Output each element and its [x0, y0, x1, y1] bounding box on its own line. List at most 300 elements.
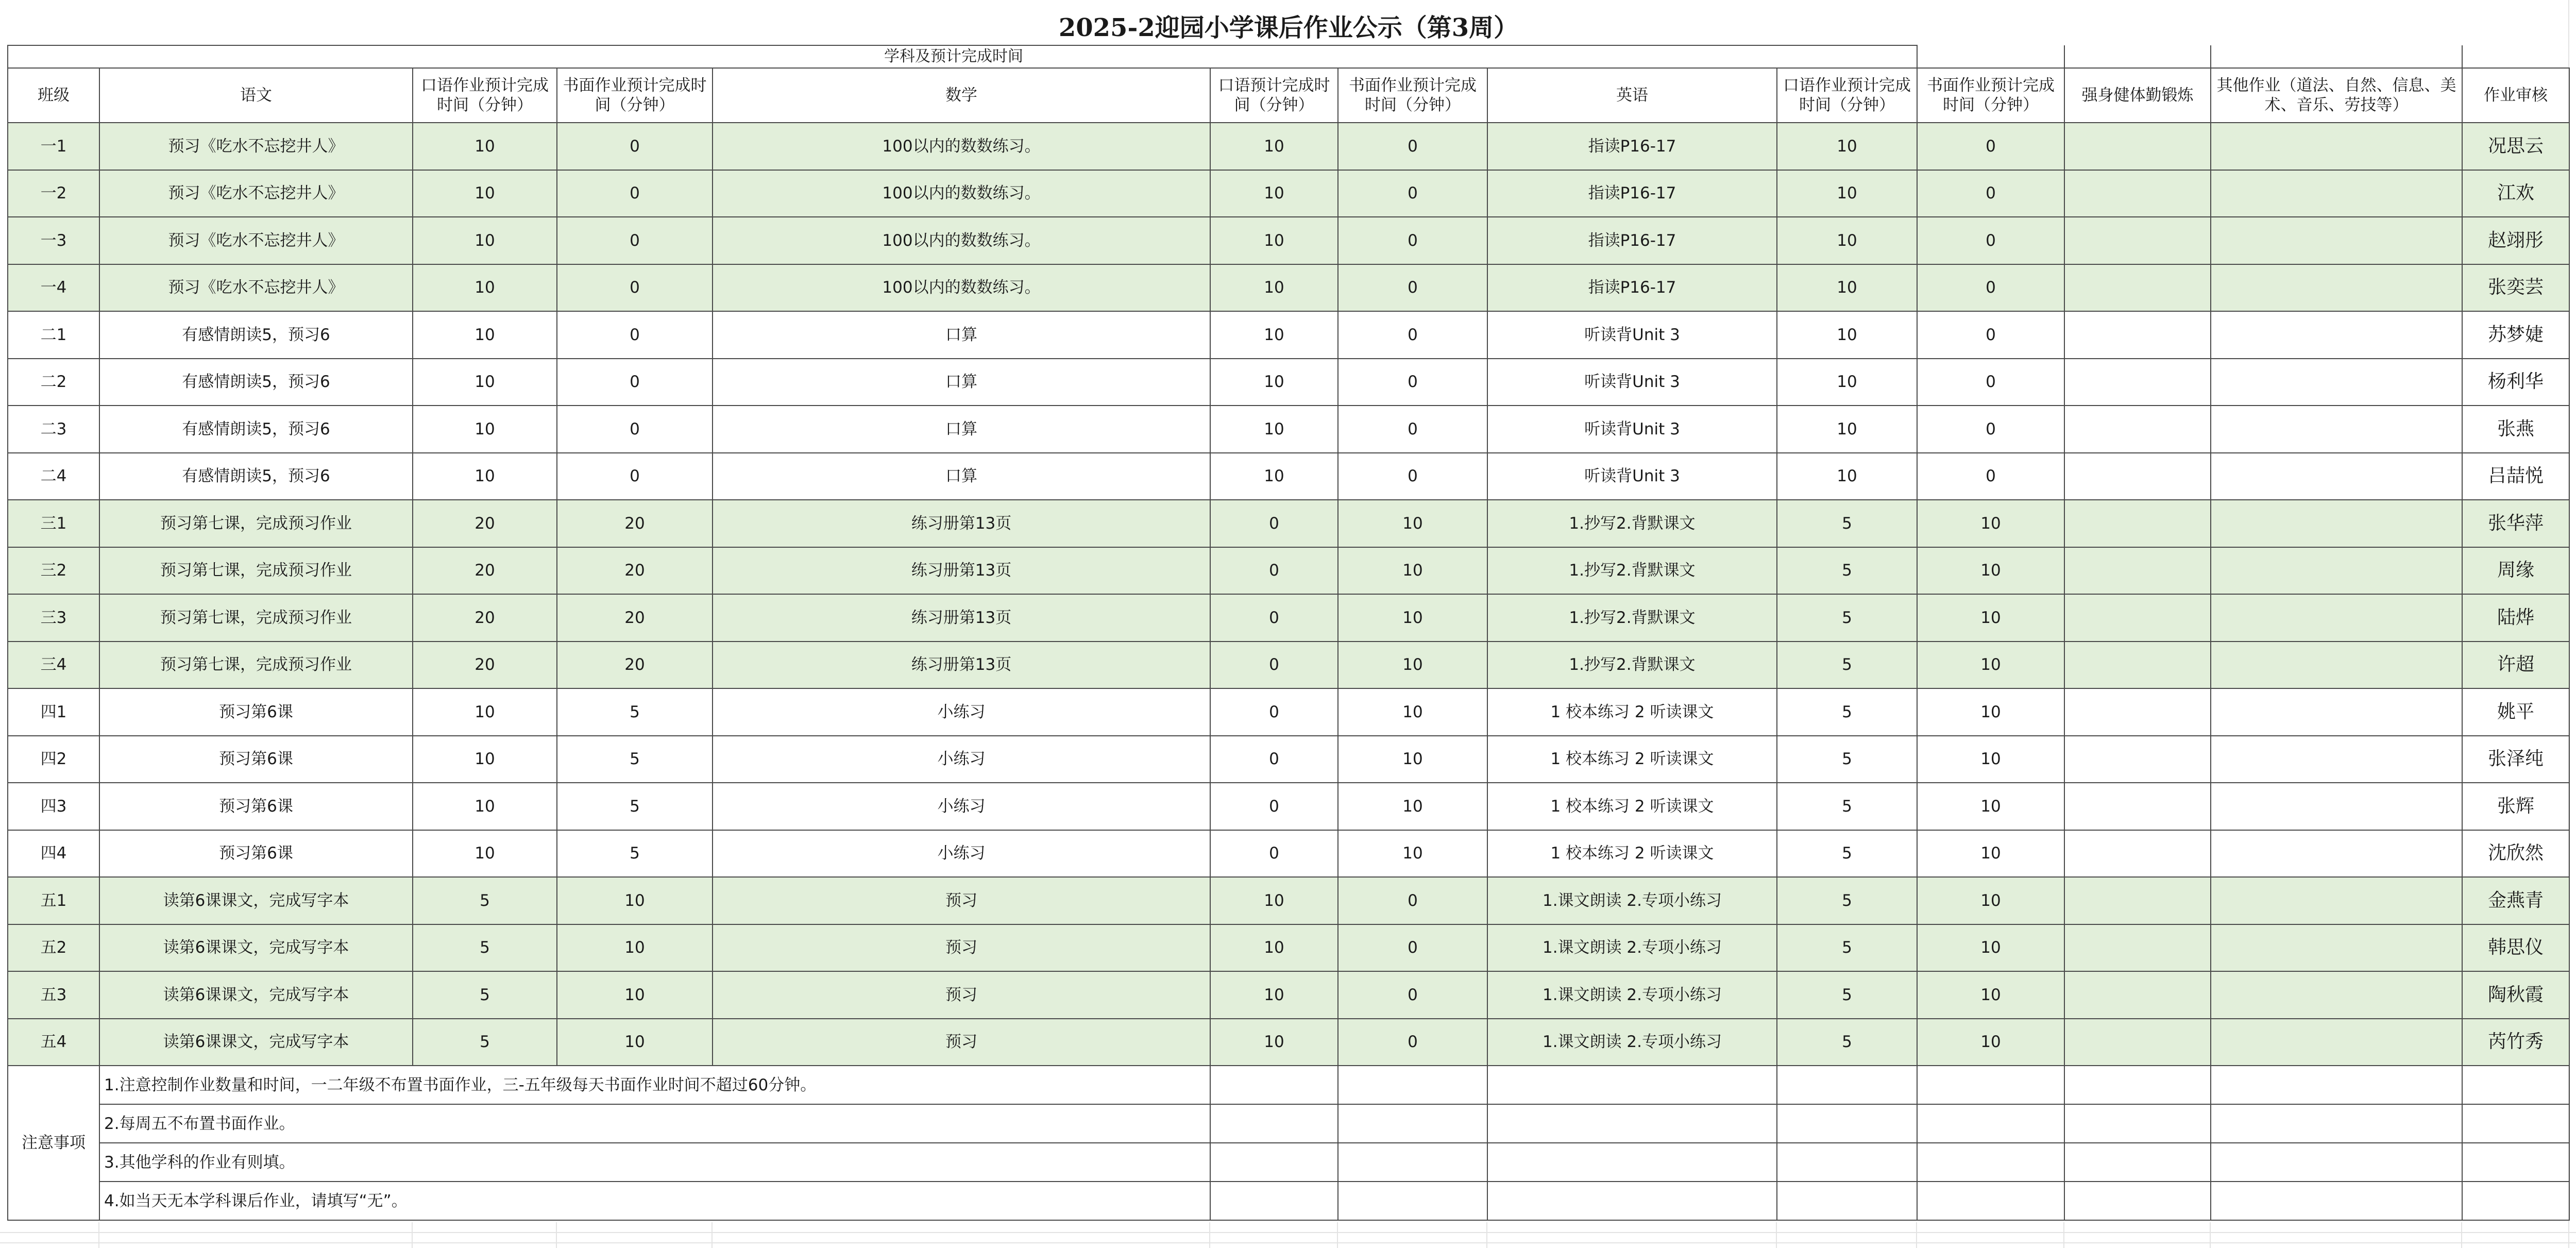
cell-english[interactable]: 1.课文朗读 2.专项小练习 [1487, 877, 1777, 924]
cell-math-written[interactable]: 0 [1338, 311, 1487, 359]
cell-english[interactable]: 听读背Unit 3 [1487, 359, 1777, 406]
cell-math-oral[interactable]: 10 [1210, 170, 1338, 217]
cell-class[interactable]: 五4 [8, 1019, 99, 1066]
cell-math-oral[interactable]: 10 [1210, 123, 1338, 170]
cell-math-oral[interactable]: 0 [1210, 642, 1338, 689]
empty-cell[interactable] [1777, 1143, 1917, 1182]
cell-math-written[interactable]: 10 [1338, 547, 1487, 595]
cell-reviewer[interactable]: 苏梦婕 [2462, 311, 2569, 359]
cell-reviewer[interactable]: 许超 [2462, 642, 2569, 689]
cell-exercise[interactable] [2064, 971, 2211, 1019]
cell-math-written[interactable]: 0 [1338, 217, 1487, 264]
cell-reviewer[interactable]: 沈欣然 [2462, 830, 2569, 878]
empty-cell[interactable] [1487, 1104, 1777, 1143]
cell-math-oral[interactable]: 10 [1210, 1019, 1338, 1066]
cell-chinese[interactable]: 有感情朗读5，预习6 [99, 406, 413, 453]
cell-english-written[interactable]: 0 [1917, 406, 2064, 453]
cell-math-written[interactable]: 0 [1338, 170, 1487, 217]
cell-english-written[interactable]: 10 [1917, 1019, 2064, 1066]
cell-chinese-oral[interactable]: 10 [413, 688, 557, 736]
cell-reviewer[interactable]: 江欢 [2462, 170, 2569, 217]
empty-cell[interactable] [2462, 1143, 2569, 1182]
cell-chinese[interactable]: 读第6课课文，完成写字本 [99, 877, 413, 924]
cell-chinese-oral[interactable]: 10 [413, 170, 557, 217]
cell-other[interactable] [2211, 642, 2462, 689]
cell-class[interactable]: 一1 [8, 123, 99, 170]
cell-english[interactable]: 1.抄写2.背默课文 [1487, 547, 1777, 595]
cell-chinese-written[interactable]: 10 [557, 924, 713, 972]
cell-reviewer[interactable]: 张燕 [2462, 406, 2569, 453]
cell-math-oral[interactable]: 10 [1210, 971, 1338, 1019]
cell-reviewer[interactable]: 张泽纯 [2462, 736, 2569, 783]
cell-english-written[interactable]: 10 [1917, 971, 2064, 1019]
cell-chinese[interactable]: 预习第七课，完成预习作业 [99, 642, 413, 689]
cell-class[interactable]: 三1 [8, 500, 99, 547]
cell-chinese[interactable]: 预习《吃水不忘挖井人》 [99, 170, 413, 217]
cell-chinese-written[interactable]: 5 [557, 830, 713, 878]
cell-chinese-written[interactable]: 5 [557, 736, 713, 783]
cell-chinese-oral[interactable]: 10 [413, 264, 557, 312]
cell-english-oral[interactable]: 5 [1777, 688, 1917, 736]
cell-chinese[interactable]: 预习《吃水不忘挖井人》 [99, 123, 413, 170]
empty-cell[interactable] [1210, 1104, 1338, 1143]
cell-english-written[interactable]: 10 [1917, 594, 2064, 642]
empty-cell[interactable] [1338, 1066, 1487, 1104]
cell-exercise[interactable] [2064, 123, 2211, 170]
empty-cell[interactable] [1917, 1182, 2064, 1220]
empty-cell[interactable] [1917, 1143, 2064, 1182]
empty-cell[interactable] [2462, 1066, 2569, 1104]
cell-english-oral[interactable]: 5 [1777, 924, 1917, 972]
cell-other[interactable] [2211, 500, 2462, 547]
cell-english-written[interactable]: 10 [1917, 642, 2064, 689]
empty-cell[interactable] [2064, 1143, 2211, 1182]
cell-exercise[interactable] [2064, 217, 2211, 264]
cell-english-oral[interactable]: 10 [1777, 453, 1917, 500]
empty-cell[interactable] [2211, 1182, 2462, 1220]
cell-math[interactable]: 练习册第13页 [713, 547, 1210, 595]
cell-math[interactable]: 小练习 [713, 830, 1210, 878]
cell-english-oral[interactable]: 5 [1777, 642, 1917, 689]
cell-chinese-oral[interactable]: 10 [413, 406, 557, 453]
cell-english-oral[interactable]: 10 [1777, 406, 1917, 453]
cell-exercise[interactable] [2064, 924, 2211, 972]
cell-class[interactable]: 四1 [8, 688, 99, 736]
cell-math-written[interactable]: 10 [1338, 594, 1487, 642]
cell-english[interactable]: 指读P16-17 [1487, 123, 1777, 170]
cell-class[interactable]: 五3 [8, 971, 99, 1019]
cell-other[interactable] [2211, 406, 2462, 453]
empty-cell[interactable] [1917, 1066, 2064, 1104]
cell-reviewer[interactable]: 芮竹秀 [2462, 1019, 2569, 1066]
cell-english-oral[interactable]: 5 [1777, 971, 1917, 1019]
cell-other[interactable] [2211, 688, 2462, 736]
cell-math[interactable]: 练习册第13页 [713, 642, 1210, 689]
cell-chinese-oral[interactable]: 10 [413, 736, 557, 783]
note-row [8, 1066, 2569, 1104]
cell-english[interactable]: 听读背Unit 3 [1487, 406, 1777, 453]
cell-english-oral[interactable]: 10 [1777, 217, 1917, 264]
cell-math[interactable]: 100以内的数数练习。 [713, 217, 1210, 264]
cell-chinese[interactable]: 有感情朗读5，预习6 [99, 359, 413, 406]
cell-english-written[interactable]: 10 [1917, 500, 2064, 547]
cell-english-written[interactable]: 10 [1917, 924, 2064, 972]
cell-exercise[interactable] [2064, 170, 2211, 217]
cell-english-written[interactable]: 10 [1917, 877, 2064, 924]
cell-chinese[interactable]: 预习第6课 [99, 688, 413, 736]
cell-english-written[interactable]: 0 [1917, 453, 2064, 500]
cell-math[interactable]: 练习册第13页 [713, 594, 1210, 642]
cell-math[interactable]: 预习 [713, 924, 1210, 972]
cell-reviewer[interactable]: 张华萍 [2462, 500, 2569, 547]
cell-english-oral[interactable]: 5 [1777, 736, 1917, 783]
empty-cell[interactable] [1777, 1182, 1917, 1220]
cell-exercise[interactable] [2064, 453, 2211, 500]
cell-english[interactable]: 听读背Unit 3 [1487, 311, 1777, 359]
cell-math[interactable]: 口算 [713, 359, 1210, 406]
cell-chinese[interactable]: 预习第6课 [99, 736, 413, 783]
cell-math[interactable]: 100以内的数数练习。 [713, 264, 1210, 312]
header-other-homework: 其他作业（道法、自然、信息、美术、音乐、劳技等） [2211, 68, 2462, 123]
cell-other[interactable] [2211, 264, 2462, 312]
cell-chinese[interactable]: 有感情朗读5，预习6 [99, 453, 413, 500]
cell-exercise[interactable] [2064, 688, 2211, 736]
empty-cell[interactable] [1210, 1143, 1338, 1182]
cell-exercise[interactable] [2064, 500, 2211, 547]
cell-chinese[interactable]: 预习第6课 [99, 783, 413, 830]
cell-reviewer[interactable]: 姚平 [2462, 688, 2569, 736]
cell-english[interactable]: 1.课文朗读 2.专项小练习 [1487, 924, 1777, 972]
cell-english[interactable]: 听读背Unit 3 [1487, 453, 1777, 500]
empty-cell[interactable] [1210, 1182, 1338, 1220]
cell-english-oral[interactable]: 5 [1777, 547, 1917, 595]
empty-cell[interactable] [1210, 1066, 1338, 1104]
cell-math-written[interactable]: 10 [1338, 830, 1487, 878]
cell-math-written[interactable]: 10 [1338, 642, 1487, 689]
cell-other[interactable] [2211, 123, 2462, 170]
cell-math-written[interactable]: 0 [1338, 264, 1487, 312]
cell-math[interactable]: 100以内的数数练习。 [713, 170, 1210, 217]
cell-chinese-written[interactable]: 0 [557, 311, 713, 359]
cell-other[interactable] [2211, 830, 2462, 878]
cell-reviewer[interactable]: 赵翊彤 [2462, 217, 2569, 264]
cell-class[interactable]: 三3 [8, 594, 99, 642]
cell-reviewer[interactable]: 杨利华 [2462, 359, 2569, 406]
cell-other[interactable] [2211, 924, 2462, 972]
cell-math-oral[interactable]: 0 [1210, 547, 1338, 595]
empty-cell[interactable] [1487, 1066, 1777, 1104]
cell-chinese-written[interactable]: 0 [557, 406, 713, 453]
cell-class[interactable]: 四4 [8, 830, 99, 878]
cell-math-oral[interactable]: 0 [1210, 688, 1338, 736]
cell-math-written[interactable]: 0 [1338, 924, 1487, 972]
cell-chinese-written[interactable]: 0 [557, 170, 713, 217]
cell-chinese-written[interactable]: 5 [557, 783, 713, 830]
cell-other[interactable] [2211, 359, 2462, 406]
cell-chinese-oral[interactable]: 10 [413, 217, 557, 264]
cell-english-oral[interactable]: 5 [1777, 783, 1917, 830]
cell-english-oral[interactable]: 10 [1777, 359, 1917, 406]
cell-english[interactable]: 1.课文朗读 2.专项小练习 [1487, 1019, 1777, 1066]
cell-reviewer[interactable]: 吕喆悦 [2462, 453, 2569, 500]
cell-math-oral[interactable]: 10 [1210, 264, 1338, 312]
cell-math-oral[interactable]: 10 [1210, 217, 1338, 264]
empty-cell[interactable] [2064, 1066, 2211, 1104]
cell-class[interactable]: 二3 [8, 406, 99, 453]
cell-english[interactable]: 1.课文朗读 2.专项小练习 [1487, 971, 1777, 1019]
cell-math-written[interactable]: 0 [1338, 123, 1487, 170]
cell-other[interactable] [2211, 736, 2462, 783]
cell-chinese-oral[interactable]: 5 [413, 924, 557, 972]
empty-cell[interactable] [2064, 1182, 2211, 1220]
cell-math-written[interactable]: 10 [1338, 736, 1487, 783]
empty-cell[interactable] [1487, 1143, 1777, 1182]
cell-math-oral[interactable]: 10 [1210, 453, 1338, 500]
cell-class[interactable]: 二2 [8, 359, 99, 406]
cell-reviewer[interactable]: 况思云 [2462, 123, 2569, 170]
cell-chinese-oral[interactable]: 20 [413, 547, 557, 595]
cell-chinese[interactable]: 预习《吃水不忘挖井人》 [99, 264, 413, 312]
cell-math[interactable]: 口算 [713, 406, 1210, 453]
cell-math-oral[interactable]: 0 [1210, 594, 1338, 642]
cell-chinese-oral[interactable]: 20 [413, 594, 557, 642]
cell-reviewer[interactable]: 金燕青 [2462, 877, 2569, 924]
cell-english-oral[interactable]: 10 [1777, 264, 1917, 312]
cell-math-oral[interactable]: 0 [1210, 736, 1338, 783]
cell-chinese-oral[interactable]: 10 [413, 783, 557, 830]
cell-english[interactable]: 指读P16-17 [1487, 217, 1777, 264]
cell-chinese-written[interactable]: 10 [557, 1019, 713, 1066]
cell-exercise[interactable] [2064, 736, 2211, 783]
cell-math-oral[interactable]: 10 [1210, 311, 1338, 359]
cell-math[interactable]: 小练习 [713, 783, 1210, 830]
cell-english-written[interactable]: 10 [1917, 688, 2064, 736]
cell-math-oral[interactable]: 10 [1210, 924, 1338, 972]
cell-exercise[interactable] [2064, 547, 2211, 595]
cell-chinese-oral[interactable]: 5 [413, 971, 557, 1019]
cell-chinese-written[interactable]: 20 [557, 547, 713, 595]
cell-other[interactable] [2211, 453, 2462, 500]
cell-math-oral[interactable]: 0 [1210, 500, 1338, 547]
cell-exercise[interactable] [2064, 783, 2211, 830]
cell-class[interactable]: 一3 [8, 217, 99, 264]
cell-reviewer[interactable]: 张辉 [2462, 783, 2569, 830]
cell-other[interactable] [2211, 311, 2462, 359]
cell-reviewer[interactable]: 陆烨 [2462, 594, 2569, 642]
cell-math[interactable]: 100以内的数数练习。 [713, 123, 1210, 170]
cell-english-written[interactable]: 0 [1917, 264, 2064, 312]
cell-exercise[interactable] [2064, 830, 2211, 878]
cell-english[interactable]: 1.抄写2.背默课文 [1487, 642, 1777, 689]
cell-class[interactable]: 四2 [8, 736, 99, 783]
cell-english-oral[interactable]: 10 [1777, 123, 1917, 170]
cell-class[interactable]: 五1 [8, 877, 99, 924]
cell-chinese-written[interactable]: 0 [557, 264, 713, 312]
cell-english-written[interactable]: 0 [1917, 359, 2064, 406]
header-row [8, 68, 2569, 123]
cell-class[interactable]: 四3 [8, 783, 99, 830]
cell-other[interactable] [2211, 170, 2462, 217]
cell-chinese-written[interactable]: 0 [557, 217, 713, 264]
cell-math-written[interactable]: 0 [1338, 1019, 1487, 1066]
cell-class[interactable]: 一2 [8, 170, 99, 217]
cell-math[interactable]: 预习 [713, 1019, 1210, 1066]
cell-math-written[interactable]: 10 [1338, 500, 1487, 547]
cell-chinese[interactable]: 预习第七课，完成预习作业 [99, 594, 413, 642]
empty-cell[interactable] [1777, 1066, 1917, 1104]
cell-chinese-written[interactable]: 0 [557, 453, 713, 500]
cell-chinese-written[interactable]: 20 [557, 642, 713, 689]
cell-chinese[interactable]: 预习第七课，完成预习作业 [99, 500, 413, 547]
empty-cell[interactable] [1338, 1182, 1487, 1220]
cell-english-oral[interactable]: 5 [1777, 594, 1917, 642]
cell-chinese[interactable]: 有感情朗读5，预习6 [99, 311, 413, 359]
cell-class[interactable]: 二1 [8, 311, 99, 359]
cell-math[interactable]: 小练习 [713, 736, 1210, 783]
cell-english[interactable]: 1.抄写2.背默课文 [1487, 594, 1777, 642]
empty-cell[interactable] [1338, 1143, 1487, 1182]
cell-math[interactable]: 小练习 [713, 688, 1210, 736]
cell-chinese-oral[interactable]: 20 [413, 642, 557, 689]
cell-english-oral[interactable]: 5 [1777, 830, 1917, 878]
cell-english-written[interactable]: 10 [1917, 783, 2064, 830]
cell-chinese[interactable]: 读第6课课文，完成写字本 [99, 971, 413, 1019]
cell-chinese-oral[interactable]: 10 [413, 830, 557, 878]
cell-chinese-oral[interactable]: 10 [413, 123, 557, 170]
empty-cell[interactable] [1338, 1104, 1487, 1143]
cell-math-written[interactable]: 0 [1338, 971, 1487, 1019]
empty-cell[interactable] [1917, 1104, 2064, 1143]
cell-english-oral[interactable]: 5 [1777, 1019, 1917, 1066]
empty-cell[interactable] [2211, 1066, 2462, 1104]
cell-chinese-written[interactable]: 5 [557, 688, 713, 736]
cell-math-written[interactable]: 0 [1338, 453, 1487, 500]
cell-english[interactable]: 指读P16-17 [1487, 170, 1777, 217]
cell-math[interactable]: 口算 [713, 311, 1210, 359]
note-row [8, 1182, 2569, 1220]
cell-math-written[interactable]: 10 [1338, 688, 1487, 736]
cell-class[interactable]: 二4 [8, 453, 99, 500]
cell-other[interactable] [2211, 594, 2462, 642]
table-row [8, 971, 2569, 1019]
cell-english[interactable]: 1 校本练习 2 听读课文 [1487, 783, 1777, 830]
cell-math-oral[interactable]: 10 [1210, 359, 1338, 406]
cell-chinese-written[interactable]: 0 [557, 123, 713, 170]
cell-math-written[interactable]: 10 [1338, 783, 1487, 830]
cell-english-written[interactable]: 0 [1917, 217, 2064, 264]
cell-other[interactable] [2211, 783, 2462, 830]
cell-english[interactable]: 1.抄写2.背默课文 [1487, 500, 1777, 547]
cell-math[interactable]: 练习册第13页 [713, 500, 1210, 547]
cell-math-written[interactable]: 0 [1338, 877, 1487, 924]
cell-chinese-written[interactable]: 10 [557, 877, 713, 924]
cell-math[interactable]: 口算 [713, 453, 1210, 500]
cell-reviewer[interactable]: 张奕芸 [2462, 264, 2569, 312]
cell-class[interactable]: 五2 [8, 924, 99, 972]
cell-chinese-oral[interactable]: 5 [413, 877, 557, 924]
cell-english-oral[interactable]: 5 [1777, 500, 1917, 547]
cell-chinese-oral[interactable]: 10 [413, 359, 557, 406]
cell-reviewer[interactable]: 韩思仪 [2462, 924, 2569, 972]
cell-english-written[interactable]: 0 [1917, 123, 2064, 170]
cell-reviewer[interactable]: 陶秋霞 [2462, 971, 2569, 1019]
cell-class[interactable]: 一4 [8, 264, 99, 312]
cell-math[interactable]: 预习 [713, 877, 1210, 924]
cell-other[interactable] [2211, 877, 2462, 924]
cell-class[interactable]: 三4 [8, 642, 99, 689]
cell-exercise[interactable] [2064, 877, 2211, 924]
cell-math-oral[interactable]: 0 [1210, 830, 1338, 878]
header-reviewer: 作业审核 [2462, 68, 2569, 123]
cell-english-oral[interactable]: 5 [1777, 877, 1917, 924]
table-row [8, 453, 2569, 500]
cell-english[interactable]: 1 校本练习 2 听读课文 [1487, 688, 1777, 736]
cell-chinese-written[interactable]: 10 [557, 971, 713, 1019]
cell-english[interactable]: 1 校本练习 2 听读课文 [1487, 736, 1777, 783]
cell-chinese[interactable]: 读第6课课文，完成写字本 [99, 1019, 413, 1066]
cell-chinese-oral[interactable]: 10 [413, 453, 557, 500]
empty-cell[interactable] [2462, 1104, 2569, 1143]
cell-chinese-written[interactable]: 0 [557, 359, 713, 406]
cell-chinese[interactable]: 预习《吃水不忘挖井人》 [99, 217, 413, 264]
cell-math-oral[interactable]: 0 [1210, 783, 1338, 830]
cell-exercise[interactable] [2064, 359, 2211, 406]
cell-english-written[interactable]: 10 [1917, 547, 2064, 595]
cell-exercise[interactable] [2064, 594, 2211, 642]
cell-math[interactable]: 预习 [713, 971, 1210, 1019]
cell-math-oral[interactable]: 10 [1210, 406, 1338, 453]
empty-cell[interactable] [1487, 1182, 1777, 1220]
empty-cell[interactable] [2064, 1104, 2211, 1143]
cell-other[interactable] [2211, 217, 2462, 264]
cell-chinese-written[interactable]: 20 [557, 594, 713, 642]
cell-english-oral[interactable]: 10 [1777, 170, 1917, 217]
cell-class[interactable]: 三2 [8, 547, 99, 595]
empty-cell[interactable] [1777, 1104, 1917, 1143]
cell-english-written[interactable]: 0 [1917, 170, 2064, 217]
empty-cell[interactable] [2462, 1182, 2569, 1220]
cell-other[interactable] [2211, 1019, 2462, 1066]
cell-other[interactable] [2211, 547, 2462, 595]
cell-math-written[interactable]: 0 [1338, 406, 1487, 453]
cell-english-written[interactable]: 0 [1917, 311, 2064, 359]
cell-chinese[interactable]: 读第6课课文，完成写字本 [99, 924, 413, 972]
cell-reviewer[interactable]: 周缘 [2462, 547, 2569, 595]
cell-chinese[interactable]: 预习第6课 [99, 830, 413, 878]
empty-cell[interactable] [2211, 1104, 2462, 1143]
cell-chinese-written[interactable]: 20 [557, 500, 713, 547]
cell-chinese[interactable]: 预习第七课，完成预习作业 [99, 547, 413, 595]
cell-exercise[interactable] [2064, 311, 2211, 359]
cell-english-written[interactable]: 10 [1917, 736, 2064, 783]
cell-other[interactable] [2211, 971, 2462, 1019]
cell-english[interactable]: 1 校本练习 2 听读课文 [1487, 830, 1777, 878]
cell-exercise[interactable] [2064, 642, 2211, 689]
cell-english-oral[interactable]: 10 [1777, 311, 1917, 359]
cell-math-written[interactable]: 0 [1338, 359, 1487, 406]
cell-exercise[interactable] [2064, 406, 2211, 453]
cell-math-oral[interactable]: 10 [1210, 877, 1338, 924]
cell-english-written[interactable]: 10 [1917, 830, 2064, 878]
cell-chinese-oral[interactable]: 10 [413, 311, 557, 359]
cell-exercise[interactable] [2064, 264, 2211, 312]
cell-exercise[interactable] [2064, 1019, 2211, 1066]
cell-chinese-oral[interactable]: 20 [413, 500, 557, 547]
table-row [8, 500, 2569, 547]
empty-cell[interactable] [2211, 1143, 2462, 1182]
cell-chinese-oral[interactable]: 5 [413, 1019, 557, 1066]
cell-english[interactable]: 指读P16-17 [1487, 264, 1777, 312]
